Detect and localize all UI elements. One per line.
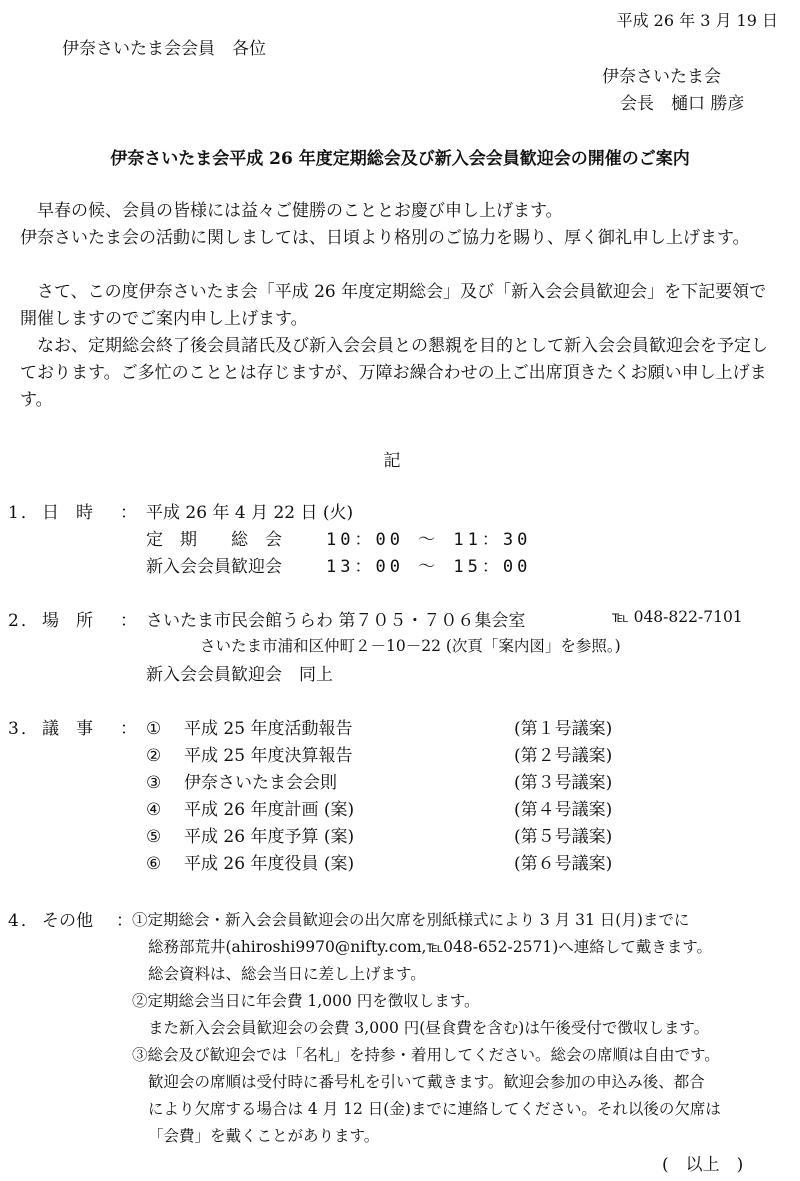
agenda-text: 平成 26 年度予算 (案) [184, 827, 355, 847]
addressee: 伊奈さいたま会会員 各位 [62, 39, 266, 59]
sender-name: 会長 樋口 勝彦 [620, 94, 745, 114]
agenda-text: 伊奈さいたま会会則 [184, 773, 337, 793]
agenda-entry [146, 795, 612, 820]
agenda-text: 平成 26 年度役員 (案) [184, 854, 355, 874]
closing-mark: ( 以上 ) [662, 1155, 744, 1175]
other-line: ③総会及び歓迎会では「名札」を持参・着用してください。総会の席順は自由です。 [132, 1046, 720, 1064]
meeting-time: 10：00 ～ 11：30 [326, 530, 532, 550]
agenda-mark: ⑥ [146, 854, 162, 874]
item-label: その他 [42, 911, 93, 931]
agenda-mark: ③ [146, 773, 162, 793]
agenda-mark: ① [146, 719, 162, 739]
agenda-entry [146, 768, 612, 793]
item-number: 2． [8, 611, 40, 631]
venue-address: さいたま市浦和区仲町２－10－22 (次頁「案内図」を参照。) [200, 637, 621, 655]
item-number: 4． [8, 911, 40, 931]
other-line: により欠席する場合は 4 月 12 日(金)までに連絡してください。それ以後の欠席は [148, 1100, 721, 1118]
event-date: 平成 26 年 4 月 22 日 (火) [146, 503, 354, 523]
venue-tel: ℡ 048-822-7101 [612, 608, 743, 626]
other-line: 総会資料は、総会当日に差し上げます。 [148, 965, 426, 983]
agenda-entry [146, 849, 612, 874]
document-title: 伊奈さいたま会平成 26 年度定期総会及び新入会会員歓迎会の開催のご案内 [110, 149, 690, 169]
body-paragraph-4: なお、定期総会終了後会員諸氏及び新入会会員との懇親を目的として新入会会員歓迎会を予定しております。ご多忙のこととは存じますが、万障お繰合わせの上ご出席頂きたくお願い申し上げます。 [20, 336, 768, 410]
item-label: 場 所 [42, 611, 93, 631]
agenda-mark: ② [146, 746, 162, 766]
item-number: 3． [8, 719, 40, 739]
item-label: 議 事 [42, 719, 93, 739]
sender-organization: 伊奈さいたま会 [602, 67, 721, 87]
other-line: また新入会会員歓迎会の会費 3,000 円(昼食費を含む)は午後受付で徴収します。 [148, 1019, 710, 1037]
other-line: 「会費」を戴くことがあります。 [148, 1127, 380, 1145]
other-line: ②定期総会当日に年会費 1,000 円を徴収します。 [132, 992, 480, 1010]
agenda-ref: (第１号議案) [514, 719, 613, 739]
other-line: 総務部荒井(ahiroshi9970@nifty.com,℡048-652-2571)へ連絡して戴きます。 [148, 938, 713, 956]
item-number: 1． [8, 503, 40, 523]
body-paragraph-3: さて、この度伊奈さいたま会「平成 26 年度定期総会」及び「新入会会員歓迎会」を下記要領で開催しますのでご案内申し上げます。 [20, 282, 767, 329]
item-colon: ： [120, 611, 137, 631]
agenda-ref: (第６号議案) [514, 854, 613, 874]
other-line: ①定期総会・新入会会員歓迎会の出欠席を別紙様式により 3 月 31 日(月)までに [132, 911, 690, 929]
agenda-mark: ⑤ [146, 827, 162, 847]
document-date: 平成 26 年 3 月 19 日 [616, 11, 778, 30]
body-paragraph-2: 伊奈さいたま会の活動に関しましては、日頃より格別のご協力を賜り、厚く御礼申し上げます。 [20, 228, 750, 248]
agenda-entry [146, 822, 612, 847]
item-colon: ： [120, 719, 137, 739]
ki-heading: 記 [383, 451, 401, 471]
item-label: 日 時 [42, 503, 93, 523]
agenda-ref: (第５号議案) [514, 827, 613, 847]
agenda-text: 平成 25 年度決算報告 [184, 746, 353, 766]
agenda-entry [146, 741, 612, 766]
agenda-ref: (第３号議案) [514, 773, 613, 793]
agenda-ref: (第４号議案) [514, 800, 613, 820]
item-colon: ： [116, 911, 133, 931]
agenda-entry [146, 714, 612, 739]
other-line: 歓迎会の席順は受付時に番号札を引いて戴きます。歓迎会参加の申込み後、都合 [148, 1073, 705, 1091]
venue-name: さいたま市民会館うらわ 第７０５・７０６集会室 [146, 611, 526, 631]
meeting-label: 定 期 総 会 [146, 530, 282, 550]
agenda-text: 平成 25 年度活動報告 [184, 719, 353, 739]
welcome-label: 新入会会員歓迎会 [146, 557, 282, 577]
welcome-time: 13：00 ～ 15：00 [326, 557, 532, 577]
body-paragraph-1: 早春の候、会員の皆様には益々ご健勝のこととお慶び申し上げます。 [37, 201, 563, 221]
agenda-mark: ④ [146, 800, 162, 820]
item-colon: ： [120, 503, 137, 523]
agenda-text: 平成 26 年度計画 (案) [184, 800, 355, 820]
agenda-ref: (第２号議案) [514, 746, 613, 766]
welcome-venue: 新入会会員歓迎会 同上 [146, 665, 333, 685]
